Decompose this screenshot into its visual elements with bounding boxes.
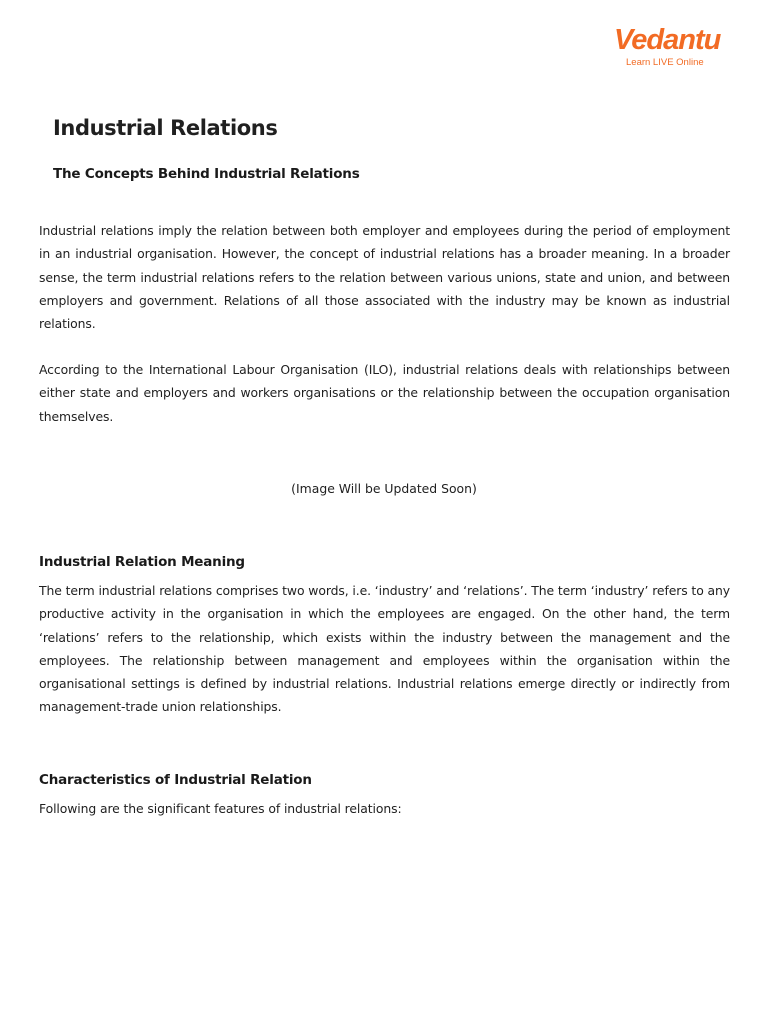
logo-tagline: Learn LIVE Online — [626, 57, 704, 68]
section-heading-meaning: Industrial Relation Meaning — [39, 554, 245, 570]
logo-wordmark: Vedantu — [614, 24, 721, 56]
image-placeholder-caption: (Image Will be Updated Soon) — [291, 481, 477, 496]
page-title: Industrial Relations — [53, 116, 278, 140]
vedantu-logo — [612, 22, 721, 72]
paragraph-definition: Industrial relations imply the relation between both employer and employees during the period of employment in an industrial organisation. However, the concept of industrial relations has a broader meaning. In a broader sense, the term industrial relations refers to the relation between various unions, state and union, and between employers and government. Relations of all those associated with the industry may be known as industrial relations. — [39, 223, 730, 332]
section-heading-concepts: The Concepts Behind Industrial Relations — [53, 166, 360, 182]
paragraph-meaning: The term industrial relations comprises two words, i.e. ‘industry’ and ‘relations’. The term ‘industry’ refers to any productive activity in the organisation in which the employees are engaged. On the other hand, the term ‘relations’ refers to the relationship, which exists within the industry between the management and the employees. The relationship between management and employees within the organisation within the organisational settings is defined by industrial relations. Industrial relations emerge directly or indirectly from management-trade union relationships. — [39, 583, 730, 715]
paragraph-ilo: According to the International Labour Organisation (ILO), industrial relations deals with relationships between either state and employers and workers organisations or the relationship between the occupation organisation themselves. — [39, 362, 730, 424]
paragraph-characteristics-intro: Following are the significant features of industrial relations: — [39, 801, 402, 816]
section-heading-characteristics: Characteristics of Industrial Relation — [39, 772, 312, 788]
